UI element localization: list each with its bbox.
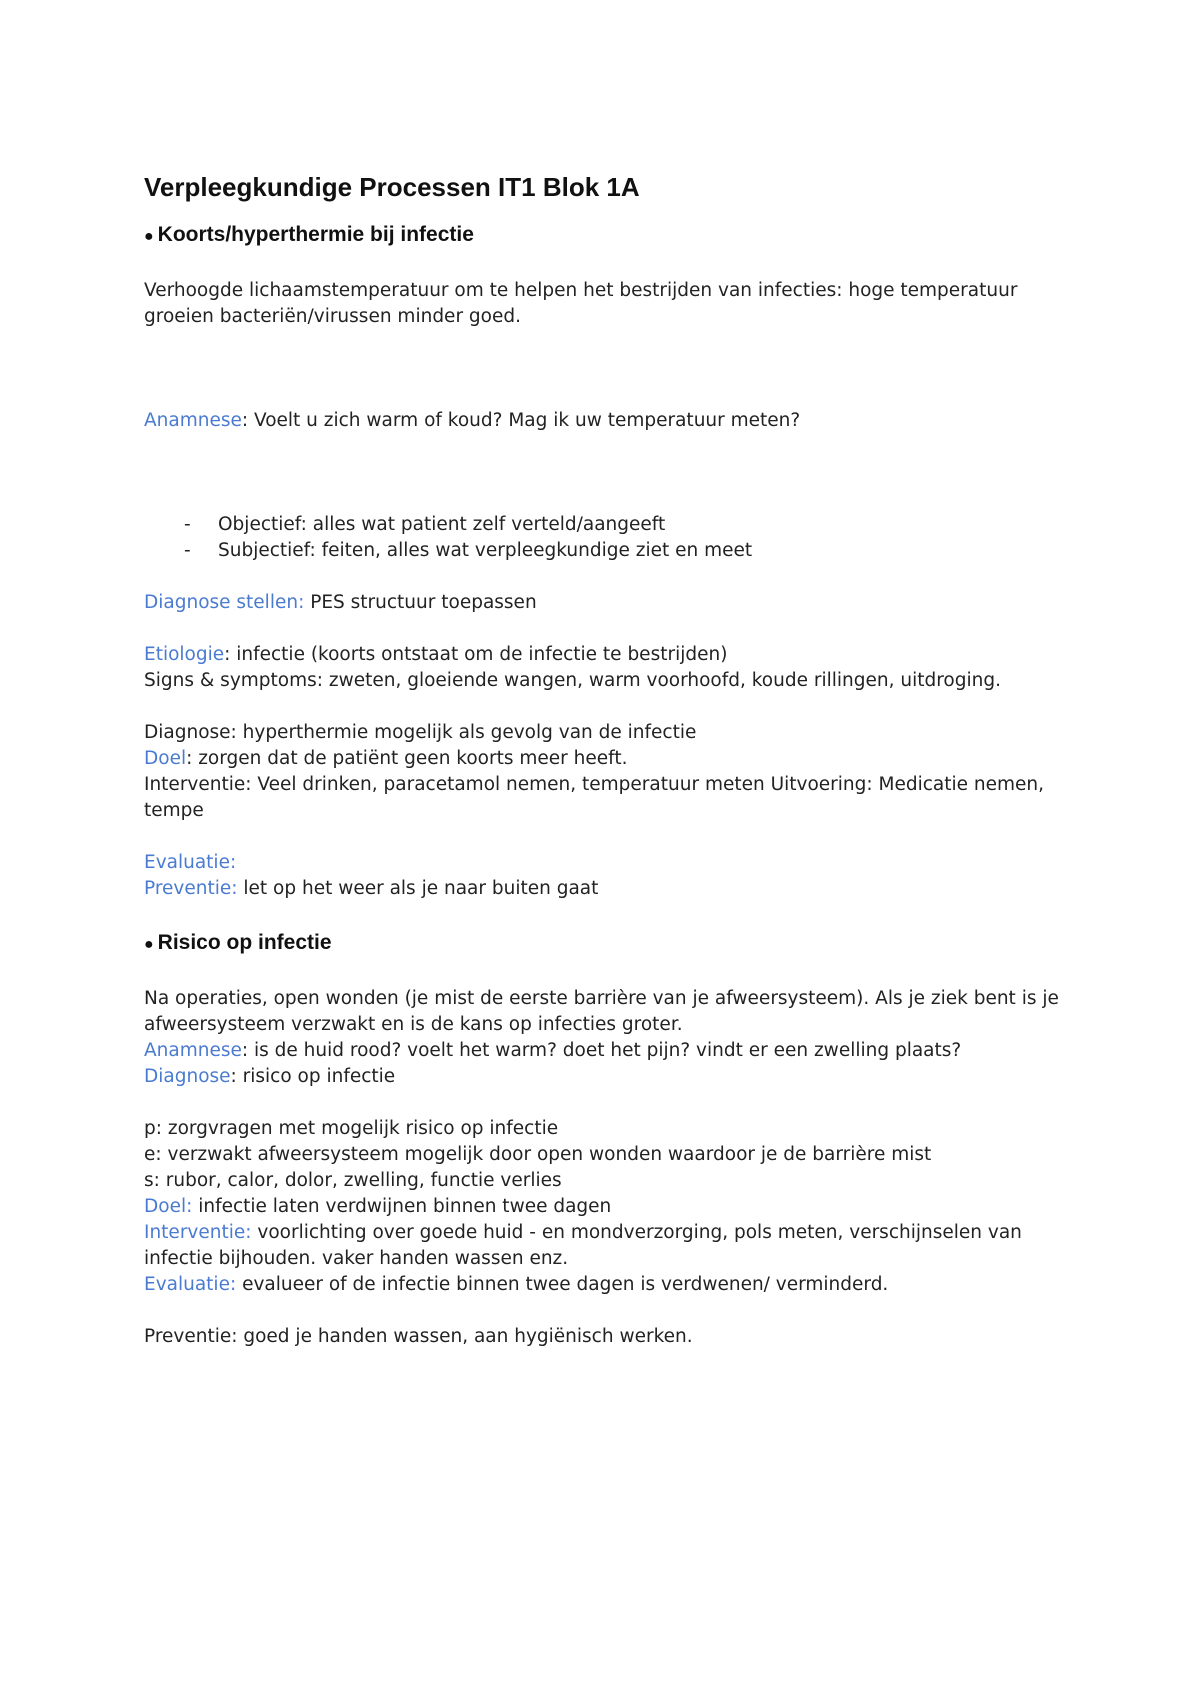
diagnose-text: : risico op infectie [230, 1066, 396, 1087]
etiologie-label: Etiologie [144, 644, 225, 665]
document-title: Verpleegkundige Processen IT1 Blok 1A [144, 172, 640, 202]
etiologie-line [144, 642, 1084, 668]
document-content [144, 170, 1084, 1350]
evaluatie-label: Evaluatie: [144, 1274, 237, 1295]
diagnose-stellen-label: Diagnose stellen: [144, 592, 305, 613]
interventie-line: Interventie: Veel drinken, paracetamol nemen, temperatuur meten Uitvoering: Medicatie nemen, tempe [144, 774, 1045, 821]
evaluatie-line [144, 1272, 1084, 1298]
diagnose-label: Diagnose [144, 1066, 231, 1087]
etiologie-text: : infectie (koorts ontstaat om de infectie te bestrijden) [224, 644, 728, 665]
anamnese-text: : is de huid rood? voelt het warm? doet het pijn? vindt er een zwelling plaats? [241, 1040, 962, 1061]
intro-paragraph: Verhoogde lichaamstemperatuur om te helpen het bestrijden van infecties: hoge temperatuur groeien bacteriën/virussen minder goed. [144, 280, 1018, 327]
evaluatie-text: evalueer of de infectie binnen twee dagen is verdwenen/ verminderd. [236, 1274, 889, 1295]
pes-e-line: e: verzwakt afweersysteem mogelijk door open wonden waardoor je de barrière mist [144, 1144, 932, 1165]
doel-text: : zorgen dat de patiënt geen koorts meer heeft. [186, 748, 628, 769]
signs-line: Signs & symptoms: zweten, gloeiende wangen, warm voorhoofd, koude rillingen, uitdroging. [144, 670, 1001, 691]
section-heading-koorts [144, 220, 1084, 252]
doel-line [144, 1194, 1084, 1220]
intro-paragraph: Na operaties, open wonden (je mist de eerste barrière van je afweersysteem). Als je ziek bent is je afweersysteem verzwakt en is de kans op infecties groter. [144, 988, 1059, 1035]
evaluatie-label: Evaluatie: [144, 852, 237, 873]
doel-text: infectie laten verdwijnen binnen twee dagen [192, 1196, 612, 1217]
pes-p-line: p: zorgvragen met mogelijk risico op infectie [144, 1118, 559, 1139]
bullet-icon: ● [144, 936, 154, 953]
interventie-line [144, 1220, 1084, 1272]
bullet-icon: ● [144, 228, 154, 245]
section-heading-text: Risico op infectie [157, 931, 332, 954]
diagnose-stellen-text: PES structuur toepassen [304, 592, 537, 613]
diagnose-line: Diagnose: hyperthermie mogelijk als gevolg van de infectie [144, 722, 697, 743]
interventie-label: Interventie: [144, 1222, 252, 1243]
section-heading-risico [144, 928, 1084, 960]
anamnese-text: : Voelt u zich warm of koud? Mag ik uw temperatuur meten? [241, 410, 801, 431]
doel-label: Doel [144, 748, 187, 769]
doel-line [144, 746, 1084, 772]
list-item: - Subjectief: feiten, alles wat verpleegkundige ziet en meet [184, 538, 1084, 564]
doel-label: Doel: [144, 1196, 193, 1217]
diagnose-line [144, 1064, 1084, 1090]
diagnose-stellen-line [144, 590, 1084, 616]
preventie-label: Preventie: [144, 878, 238, 899]
anamnese-line [144, 408, 1084, 434]
list-item: - Objectief: alles wat patient zelf verteld/aangeeft [184, 512, 1084, 538]
anamnese-label: Anamnese [144, 1040, 242, 1061]
anamnese-line [144, 1038, 1084, 1064]
objectief-subjectief-list [144, 512, 1084, 564]
preventie-line [144, 876, 1084, 902]
anamnese-label: Anamnese [144, 410, 242, 431]
interventie-text: voorlichting over goede huid - en mondverzorging, pols meten, verschijnselen van infectie bijhouden. vaker handen wassen enz. [144, 1222, 1022, 1269]
preventie-line: Preventie: goed je handen wassen, aan hygiënisch werken. [144, 1326, 693, 1347]
evaluatie-line [144, 850, 1084, 876]
pes-s-line: s: rubor, calor, dolor, zwelling, functie verlies [144, 1170, 562, 1191]
section-heading-text: Koorts/hyperthermie bij infectie [157, 223, 474, 246]
preventie-text: let op het weer als je naar buiten gaat [237, 878, 599, 899]
